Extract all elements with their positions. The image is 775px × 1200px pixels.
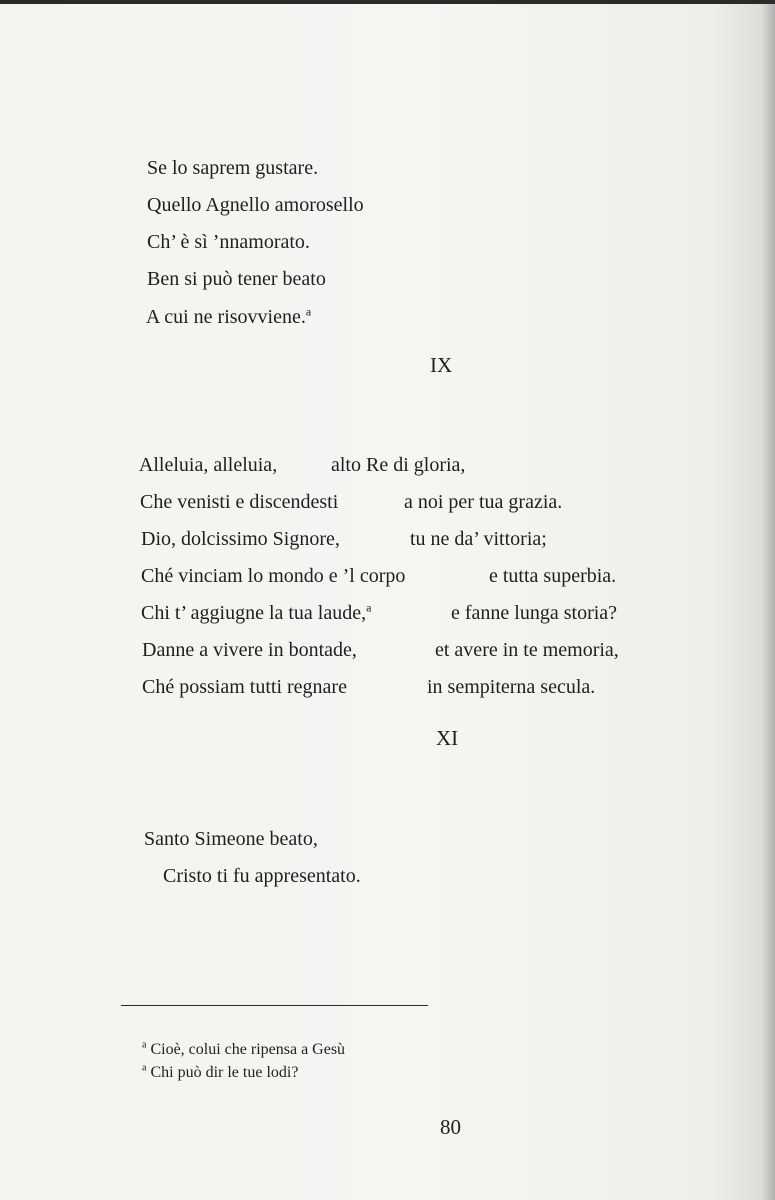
verse-line: Ché vinciam lo mondo e ’l corpo (141, 565, 406, 587)
footnote-marker: a (142, 1039, 147, 1051)
footnote: $^a$ Chi può dir le tue lodi? (142, 1062, 299, 1081)
verse-line: Se lo saprem gustare. (147, 157, 319, 179)
footnote-marker: a (366, 600, 372, 615)
verse-line: Ché possiam tutti regnare (142, 676, 347, 698)
verse-line: Ch’ è sì ’nnamorato. (147, 231, 310, 253)
verse-line-second-half: a noi per tua grazia. (404, 491, 563, 513)
verse-line-second-half: e tutta superbia. (489, 565, 617, 587)
footnote-marker: a (142, 1062, 147, 1074)
verse-line: Cristo ti fu appresentato. (163, 865, 361, 887)
verse-line: Chi t’ aggiugne la tua laude,$^a$ (141, 600, 372, 624)
verse-line: Dio, dolcissimo Signore, (141, 528, 340, 550)
page-number: 80 (440, 1115, 461, 1139)
verse-line-second-half: tu ne da’ vittoria; (410, 528, 547, 550)
footnote-marker: a (305, 304, 312, 319)
verse-line-second-half: e fanne lunga storia? (451, 602, 618, 624)
verse-line: Che venisti e discendesti (140, 491, 339, 513)
verse-line: Danne a vivere in bontade, (142, 639, 357, 661)
footnote: $^a$ Cioè, colui che ripensa a Gesù (142, 1039, 346, 1058)
verse-line: Quello Agnello amorosello (147, 194, 364, 216)
verse-line-second-half: et avere in te memoria, (435, 639, 619, 661)
verse-line: Alleluia, alleluia, (138, 454, 278, 476)
verse-line: Santo Simeone beato, (144, 828, 318, 850)
page-edge-shadow (761, 0, 775, 1200)
section-heading-xi: XI (436, 726, 459, 750)
verse-line-second-half: in sempiterna secula. (427, 676, 596, 698)
verse-line-second-half: alto Re di gloria, (331, 454, 466, 476)
top-edge (0, 0, 775, 4)
section-heading-ix: IX (430, 353, 453, 377)
verse-line: Ben si può tener beato (147, 268, 326, 290)
verse-line: A cui ne risovviene.$^a$ (145, 304, 312, 328)
footnote-rule (121, 1005, 428, 1006)
